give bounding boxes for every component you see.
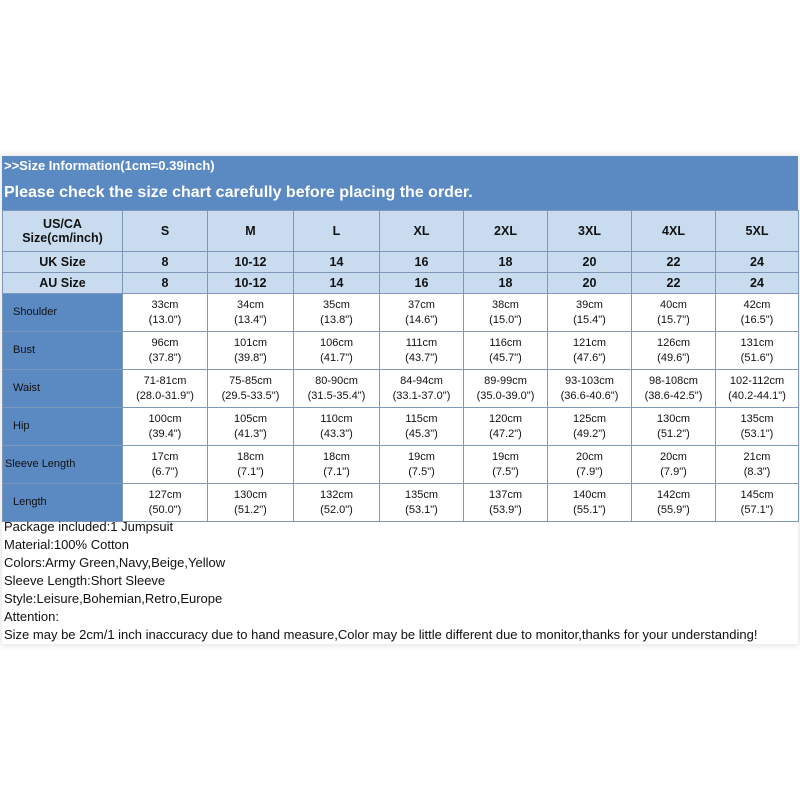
measurement-cell: [632, 294, 716, 332]
uk-size-value: 22: [632, 252, 716, 273]
us-size-label: US/CA Size(cm/inch): [3, 211, 123, 252]
inch-value: (6.7"): [151, 465, 179, 478]
inch-value: (41.7"): [320, 351, 353, 364]
inch-value: (55.9"): [657, 503, 690, 516]
cm-value: 96cm: [151, 336, 179, 349]
measurement-cell: [380, 294, 464, 332]
measurement-cell: [632, 484, 716, 522]
cm-value: 102-112cm: [729, 374, 785, 387]
note-line: Sleeve Length:Short Sleeve: [4, 573, 166, 588]
measurement-cell: [123, 408, 208, 446]
measurement-cell: [548, 408, 632, 446]
cm-value: 130cm: [233, 488, 268, 501]
cm-value: 19cm: [408, 450, 435, 463]
inch-value: (39.8"): [234, 351, 267, 364]
measurement-cell: [123, 370, 208, 408]
measurement-cell: [208, 332, 294, 370]
cm-value: 19cm: [492, 450, 519, 463]
uk-size-value: 16: [380, 252, 464, 273]
measurement-label: Hip: [3, 408, 123, 446]
measurement-cell: [208, 484, 294, 522]
inch-value: (43.7"): [405, 351, 438, 364]
cm-value: 127cm: [148, 488, 182, 501]
measurement-cell: [548, 294, 632, 332]
cm-value: 39cm: [576, 298, 603, 311]
us-size-header-row: [3, 211, 799, 252]
inch-value: (15.0"): [489, 313, 522, 326]
uk-size-value: 20: [548, 252, 632, 273]
inch-value: (41.3"): [234, 427, 267, 440]
cm-value: 100cm: [148, 412, 182, 425]
inch-value: (47.2"): [489, 427, 522, 440]
cm-value: 116cm: [489, 336, 522, 349]
cm-value: 20cm: [576, 450, 603, 463]
inch-value: (13.4"): [234, 313, 267, 326]
cm-value: 20cm: [660, 450, 687, 463]
cm-value: 18cm: [323, 450, 350, 463]
measurement-cell: [632, 408, 716, 446]
measurement-cell: [208, 446, 294, 484]
measurement-row: [3, 370, 799, 408]
inch-value: (53.1"): [740, 427, 774, 440]
inch-value: (16.5"): [740, 313, 774, 326]
inch-value: (39.4"): [148, 427, 182, 440]
cm-value: 17cm: [151, 450, 179, 463]
inch-value: (57.1"): [740, 503, 774, 516]
inch-value: (51.2"): [234, 503, 267, 516]
inch-value: (35.0-39.0"): [476, 389, 535, 402]
measurement-row: [3, 408, 799, 446]
measurement-cell: [632, 370, 716, 408]
inch-value: (51.2"): [657, 427, 690, 440]
measurement-cell: [123, 294, 208, 332]
note-line: Size may be 2cm/1 inch inaccuracy due to hand measure,Color may be little different due to monitor,thanks for your understanding!: [4, 627, 758, 642]
cm-value: 75-85cm: [229, 374, 272, 387]
cm-value: 130cm: [656, 412, 691, 425]
measurement-cell: [380, 446, 464, 484]
uk-size-value: 8: [123, 252, 208, 273]
inch-value: (7.5"): [492, 465, 519, 478]
cm-value: 115cm: [405, 412, 438, 425]
measurement-cell: [548, 484, 632, 522]
cm-value: 21cm: [743, 450, 771, 463]
cm-value: 126cm: [656, 336, 691, 349]
cm-value: 132cm: [319, 488, 354, 501]
inch-value: (13.0"): [148, 313, 182, 326]
measurement-label: Sleeve Length: [3, 446, 123, 484]
au-size-value: 20: [548, 273, 632, 294]
measurement-cell: [380, 332, 464, 370]
measurement-row: [3, 446, 799, 484]
measurement-label: Length: [3, 484, 123, 522]
size-col-header: 3XL: [548, 211, 632, 252]
note-line: Attention:: [4, 609, 59, 624]
cm-value: 80-90cm: [315, 374, 358, 387]
note-line: Package included:1 Jumpsuit: [4, 519, 174, 534]
note-line: Material:100% Cotton: [4, 537, 130, 552]
measurement-cell: [208, 408, 294, 446]
inch-value: (51.6"): [740, 351, 774, 364]
inch-value: (36.6-40.6"): [560, 389, 619, 402]
cm-value: 106cm: [319, 336, 354, 349]
inch-value: (7.5"): [408, 465, 435, 478]
measurement-cell: [464, 446, 548, 484]
inch-value: (15.4"): [573, 313, 606, 326]
cm-value: 110cm: [320, 412, 353, 425]
measurement-cell: [380, 370, 464, 408]
uk-size-value: 10-12: [208, 252, 294, 273]
cm-value: 131cm: [740, 336, 774, 349]
uk-size-row: [3, 252, 799, 273]
measurement-cell: [123, 446, 208, 484]
measurement-rows: [3, 294, 799, 522]
cm-value: 84-94cm: [400, 374, 443, 387]
inch-value: (8.3"): [743, 465, 771, 478]
measurement-cell: [716, 370, 799, 408]
cm-value: 34cm: [237, 298, 264, 311]
cm-value: 42cm: [743, 298, 771, 311]
measurement-cell: [716, 294, 799, 332]
measurement-label: Waist: [3, 370, 123, 408]
measurement-cell: [294, 446, 380, 484]
cm-value: 135cm: [740, 412, 774, 425]
inch-value: (31.5-35.4"): [307, 389, 366, 402]
cm-value: 140cm: [572, 488, 607, 501]
au-size-value: 8: [123, 273, 208, 294]
size-col-header: 2XL: [464, 211, 548, 252]
measurement-cell: [716, 484, 799, 522]
note-line: Style:Leisure,Bohemian,Retro,Europe: [4, 591, 223, 606]
inch-value: (7.1"): [237, 465, 264, 478]
measurement-label: Shoulder: [3, 294, 123, 332]
au-size-value: 18: [464, 273, 548, 294]
inch-value: (7.9"): [660, 465, 687, 478]
measurement-cell: [716, 446, 799, 484]
inch-value: (28.0-31.9"): [136, 389, 194, 402]
measurement-cell: [208, 370, 294, 408]
measurement-cell: [380, 408, 464, 446]
inch-value: (47.6"): [573, 351, 606, 364]
size-col-header: L: [294, 211, 380, 252]
measurement-cell: [632, 446, 716, 484]
au-size-value: 14: [294, 273, 380, 294]
au-size-value: 24: [716, 273, 799, 294]
cm-value: 35cm: [323, 298, 350, 311]
measurement-cell: [548, 370, 632, 408]
cm-value: 18cm: [237, 450, 264, 463]
measurement-row: [3, 484, 799, 522]
inch-value: (7.1"): [323, 465, 350, 478]
inch-value: (50.0"): [148, 503, 182, 516]
measurement-cell: [294, 294, 380, 332]
cm-value: 125cm: [572, 412, 607, 425]
product-notes: [4, 518, 798, 644]
inch-value: (49.2"): [573, 427, 606, 440]
cm-value: 38cm: [492, 298, 519, 311]
measurement-cell: [716, 332, 799, 370]
measurement-cell: [716, 408, 799, 446]
uk-size-label: UK Size: [3, 252, 123, 273]
cm-value: 89-99cm: [484, 374, 527, 387]
inch-value: (45.3"): [405, 427, 438, 440]
measurement-cell: [294, 484, 380, 522]
inch-value: (38.6-42.5"): [644, 389, 703, 402]
size-col-header: 5XL: [716, 211, 799, 252]
size-info-heading: >>Size Information(1cm=0.39inch): [2, 156, 798, 176]
inch-value: (14.6"): [405, 313, 438, 326]
size-col-header: XL: [380, 211, 464, 252]
measurement-cell: [464, 332, 548, 370]
inch-value: (45.7"): [489, 351, 522, 364]
au-size-value: 22: [632, 273, 716, 294]
cm-value: 111cm: [405, 336, 438, 349]
measurement-cell: [548, 332, 632, 370]
cm-value: 137cm: [488, 488, 523, 501]
cm-value: 98-108cm: [649, 374, 698, 387]
cm-value: 145cm: [740, 488, 774, 501]
au-size-row: [3, 273, 799, 294]
inch-value: (55.1"): [573, 503, 606, 516]
uk-size-value: 14: [294, 252, 380, 273]
size-check-notice: Please check the size chart carefully before placing the order.: [2, 176, 798, 210]
note-line: Colors:Army Green,Navy,Beige,Yellow: [4, 555, 226, 570]
cm-value: 120cm: [488, 412, 523, 425]
measurement-cell: [294, 332, 380, 370]
size-table: [2, 210, 799, 522]
inch-value: (29.5-33.5"): [221, 389, 280, 402]
measurement-cell: [208, 294, 294, 332]
inch-value: (33.1-37.0"): [392, 389, 451, 402]
au-size-label: AU Size: [3, 273, 123, 294]
cm-value: 121cm: [572, 336, 607, 349]
size-chart-sheet: [2, 156, 798, 644]
measurement-cell: [464, 370, 548, 408]
measurement-cell: [464, 294, 548, 332]
cm-value: 71-81cm: [143, 374, 187, 387]
cm-value: 135cm: [404, 488, 439, 501]
measurement-row: [3, 332, 799, 370]
inch-value: (7.9"): [576, 465, 603, 478]
inch-value: (13.8"): [320, 313, 353, 326]
measurement-cell: [380, 484, 464, 522]
cm-value: 105cm: [233, 412, 268, 425]
cm-value: 40cm: [660, 298, 687, 311]
uk-size-value: 24: [716, 252, 799, 273]
measurement-cell: [294, 370, 380, 408]
inch-value: (37.8"): [148, 351, 182, 364]
measurement-cell: [632, 332, 716, 370]
inch-value: (53.1"): [405, 503, 438, 516]
cm-value: 33cm: [151, 298, 179, 311]
cm-value: 93-103cm: [565, 374, 614, 387]
au-size-value: 10-12: [208, 273, 294, 294]
measurement-cell: [548, 446, 632, 484]
measurement-cell: [464, 408, 548, 446]
au-size-value: 16: [380, 273, 464, 294]
size-col-header: M: [208, 211, 294, 252]
measurement-row: [3, 294, 799, 332]
measurement-label: Bust: [3, 332, 123, 370]
size-col-header: S: [123, 211, 208, 252]
inch-value: (15.7"): [657, 313, 690, 326]
inch-value: (52.0"): [320, 503, 353, 516]
cm-value: 37cm: [408, 298, 435, 311]
cm-value: 101cm: [233, 336, 268, 349]
measurement-cell: [123, 484, 208, 522]
measurement-cell: [123, 332, 208, 370]
inch-value: (40.2-44.1"): [728, 389, 786, 402]
uk-size-value: 18: [464, 252, 548, 273]
cm-value: 142cm: [656, 488, 691, 501]
measurement-cell: [294, 408, 380, 446]
size-col-header: 4XL: [632, 211, 716, 252]
measurement-cell: [464, 484, 548, 522]
inch-value: (43.3"): [320, 427, 353, 440]
inch-value: (49.6"): [657, 351, 690, 364]
inch-value: (53.9"): [489, 503, 522, 516]
